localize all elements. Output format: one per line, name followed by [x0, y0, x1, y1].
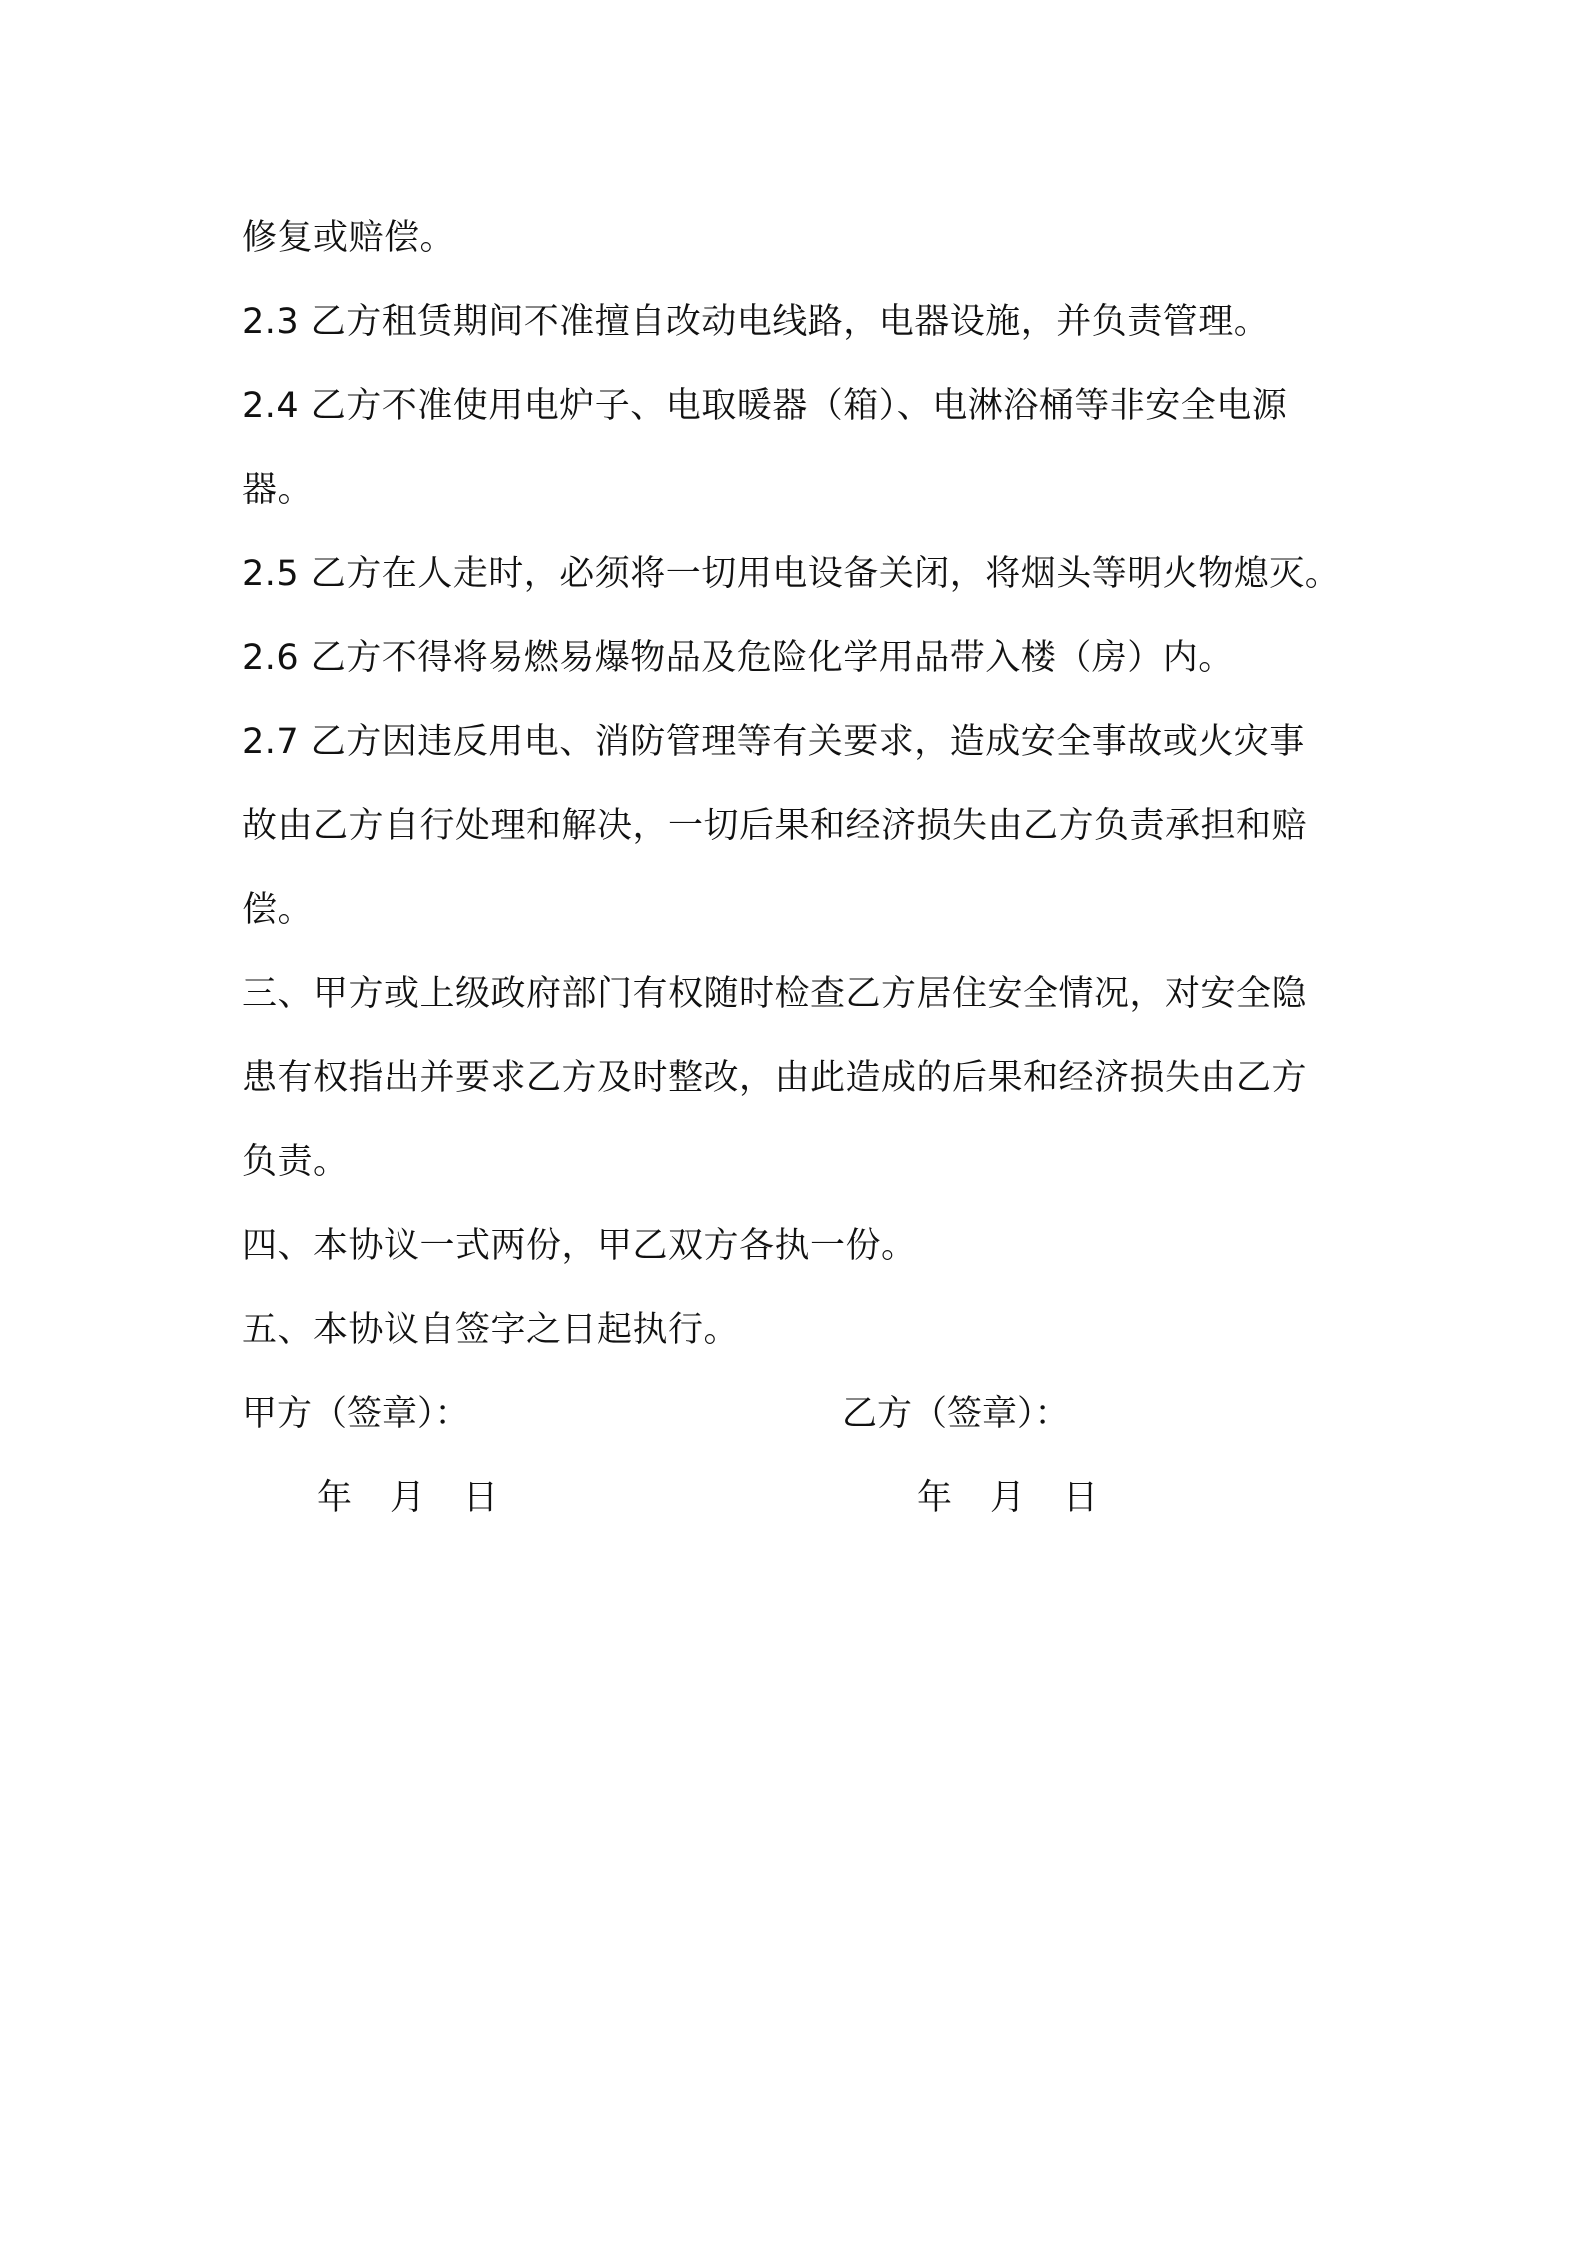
body-line: 器。 — [242, 470, 314, 510]
date-day-label: 日 — [1063, 1478, 1099, 1518]
body-line: 2.6 乙方不得将易燃易爆物品及危险化学用品带入楼（房）内。 — [242, 638, 1234, 678]
body-line: 2.5 乙方在人走时，必须将一切用电设备关闭，将烟头等明火物熄灭。 — [242, 554, 1341, 594]
date-row — [242, 1456, 1358, 1540]
body-line: 故由乙方自行处理和解决，一切后果和经济损失由乙方负责承担和赔 — [242, 806, 1308, 846]
body-line: 偿。 — [242, 890, 314, 930]
date-year-label: 年 — [917, 1478, 953, 1518]
party-b-date — [917, 1456, 1098, 1540]
signature-row — [242, 1372, 1358, 1456]
body-line: 2.3 乙方租赁期间不准擅自改动电线路，电器设施，并负责管理。 — [242, 302, 1270, 342]
date-month-label: 月 — [990, 1478, 1026, 1518]
body-line: 2.7 乙方因违反用电、消防管理等有关要求，造成安全事故或火灾事 — [242, 722, 1305, 762]
body-line: 负责。 — [242, 1142, 349, 1182]
document-page — [242, 196, 1358, 1540]
body-line: 修复或赔偿。 — [242, 218, 456, 258]
party-a-date — [317, 1456, 498, 1540]
date-day-label: 日 — [463, 1478, 499, 1518]
date-year-label: 年 — [317, 1478, 353, 1518]
party-a-signature-label: 甲方（签章）： — [242, 1394, 470, 1434]
body-line: 五、本协议自签字之日起执行。 — [242, 1310, 740, 1350]
body-line: 2.4 乙方不准使用电炉子、电取暖器（箱）、电淋浴桶等非安全电源 — [242, 386, 1288, 426]
body-line: 四、本协议一式两份，甲乙双方各执一份。 — [242, 1226, 917, 1266]
date-month-label: 月 — [390, 1478, 426, 1518]
party-b-signature-label: 乙方（签章）： — [842, 1394, 1070, 1434]
body-line: 患有权指出并要求乙方及时整改，由此造成的后果和经济损失由乙方 — [242, 1058, 1308, 1098]
body-line: 三、甲方或上级政府部门有权随时检查乙方居住安全情况，对安全隐 — [242, 974, 1308, 1014]
